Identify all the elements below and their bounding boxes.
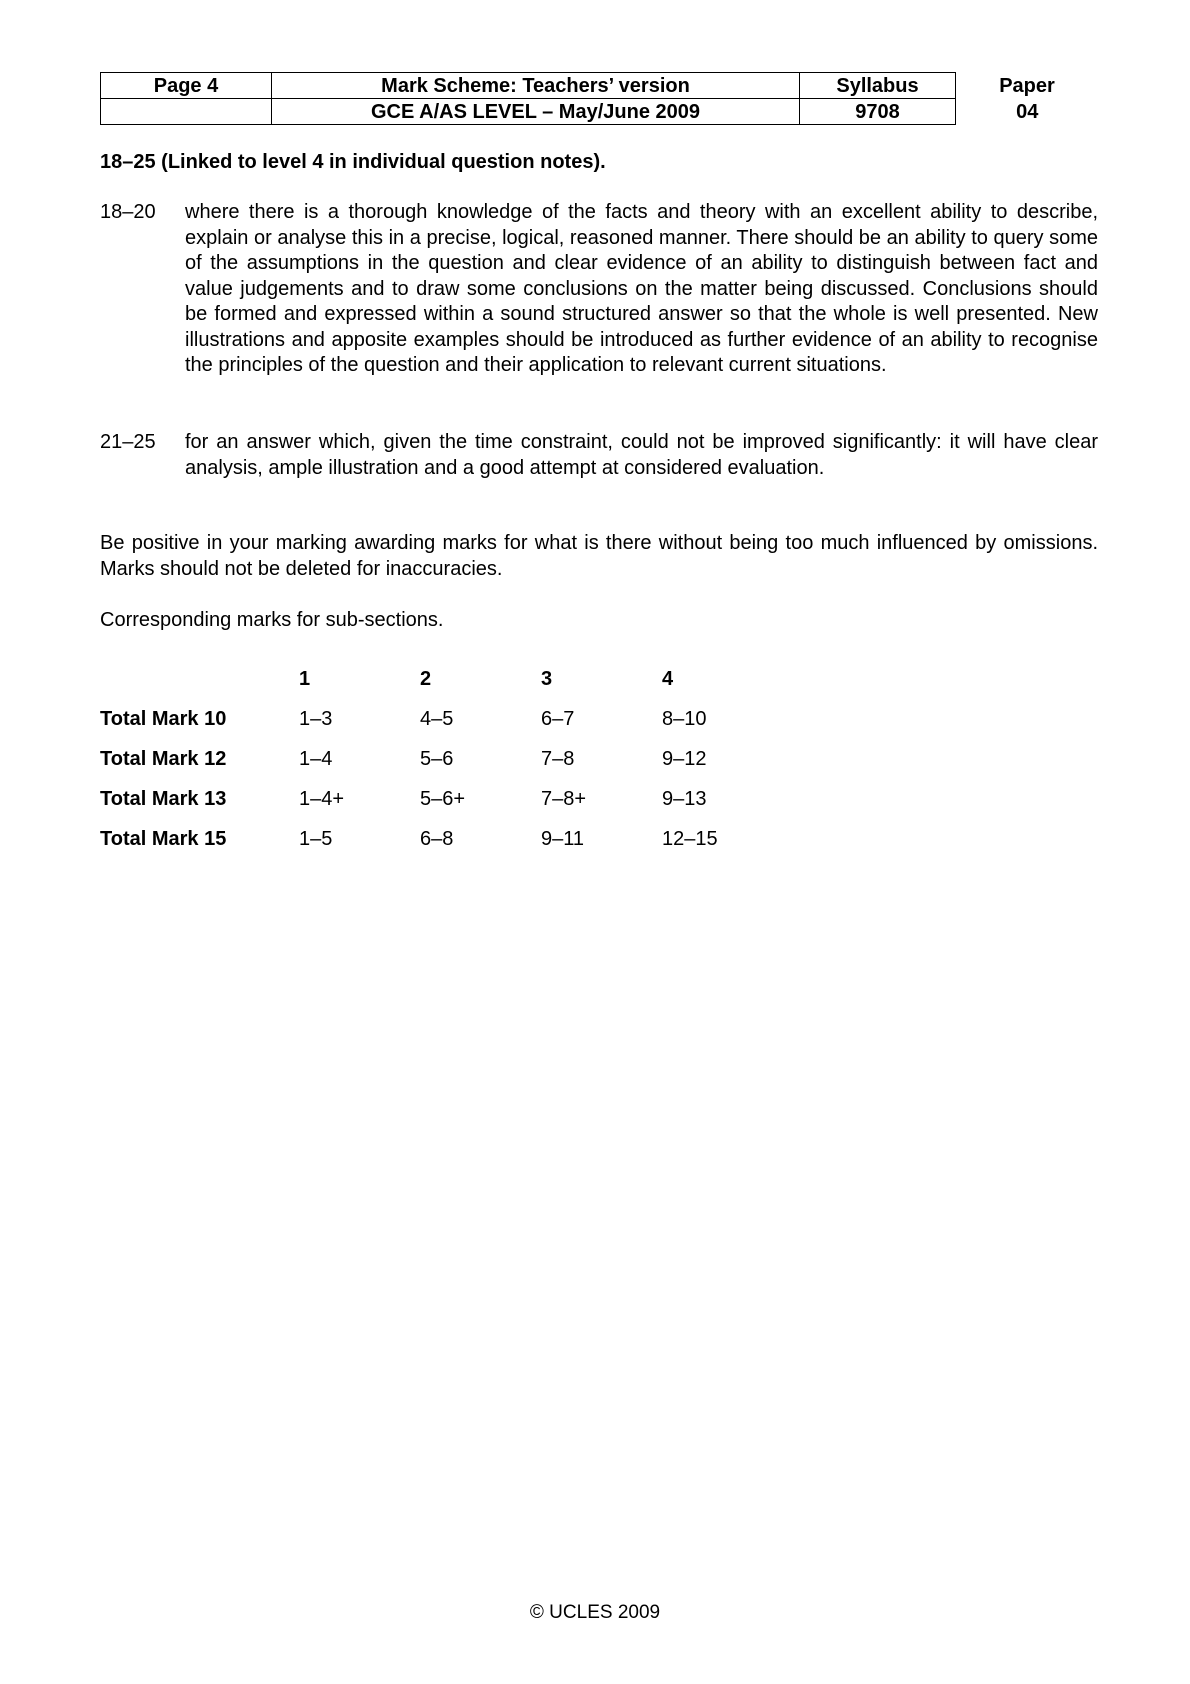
- table-cell: 5–6+: [420, 788, 466, 810]
- table-cell: 7–8: [541, 748, 575, 770]
- marks-header-row: [100, 668, 783, 708]
- marks-column-header: 4: [662, 668, 674, 690]
- level-description: where there is a thorough knowledge of the facts and theory with an excellent ability to describe, explain or analyse this in a precise, logical, reasoned manner. There should be an ability to query some of the assumptions in the question and clear evidence of an ability to distinguish between fact and value judgements and to draw some conclusions on the matter being discussed. Conclusions should be formed and expressed within a sound structured answer so that the whole is well presented. New illustrations and apposite examples should be introduced as further evidence of an ability to recognise the principles of the question and their application to relevant current situations.: [185, 201, 1098, 376]
- page-header-table: [100, 72, 1099, 125]
- table-row: [100, 708, 783, 748]
- document-subtitle: GCE A/AS LEVEL – May/June 2009: [272, 99, 800, 125]
- table-cell: 5–6: [420, 748, 454, 770]
- table-cell: 7–8+: [541, 788, 587, 810]
- level-description: for an answer which, given the time constraint, could not be improved significantly: it will have clear analysis, ample illustration and a good attempt at considered evaluation.: [185, 431, 1098, 479]
- paper-label: Paper: [999, 74, 1055, 97]
- page-number: Page 4: [101, 73, 272, 99]
- level-descriptor: [100, 200, 1098, 379]
- subsections-intro: Corresponding marks for sub-sections.: [100, 609, 444, 631]
- level-range: 18–20: [100, 201, 156, 223]
- row-label: Total Mark 13: [100, 788, 227, 810]
- marks-column-header: 3: [541, 668, 553, 690]
- row-label: Total Mark 15: [100, 828, 227, 850]
- table-cell: 1–3: [299, 708, 333, 730]
- marks-column-header: 1: [299, 668, 311, 690]
- syllabus-code: 9708: [800, 99, 956, 125]
- section-heading: 18–25 (Linked to level 4 in individual question notes).: [100, 151, 606, 173]
- copyright-footer: © UCLES 2009: [529, 1602, 661, 1623]
- document-title: Mark Scheme: Teachers’ version: [272, 73, 800, 99]
- table-cell: 8–10: [662, 708, 707, 730]
- level-range: 21–25: [100, 431, 156, 453]
- table-cell: 6–7: [541, 708, 575, 730]
- row-label: Total Mark 12: [100, 748, 227, 770]
- table-cell: 1–4: [299, 748, 333, 770]
- table-cell: 9–13: [662, 788, 707, 810]
- table-cell: 4–5: [420, 708, 454, 730]
- header-empty-cell: [101, 99, 272, 125]
- level-descriptor: [100, 430, 1098, 481]
- marks-column-header: 2: [420, 668, 432, 690]
- table-cell: 1–5: [299, 828, 333, 850]
- paper-number: 04: [1016, 100, 1039, 123]
- marks-header-blank: [100, 668, 299, 708]
- table-cell: 12–15: [662, 828, 718, 850]
- table-row: [100, 788, 783, 828]
- table-cell: 9–11: [541, 828, 585, 850]
- table-row: [100, 748, 783, 788]
- table-cell: 6–8: [420, 828, 454, 850]
- table-row: [100, 828, 783, 868]
- row-label: Total Mark 10: [100, 708, 227, 730]
- syllabus-label: Syllabus: [800, 73, 956, 99]
- table-cell: 1–4+: [299, 788, 345, 810]
- marking-guidance: Be positive in your marking awarding marks for what is there without being too much influenced by omissions. Marks should not be deleted for inaccuracies.: [100, 532, 1098, 580]
- table-cell: 9–12: [662, 748, 707, 770]
- subsection-marks-table: [100, 668, 783, 868]
